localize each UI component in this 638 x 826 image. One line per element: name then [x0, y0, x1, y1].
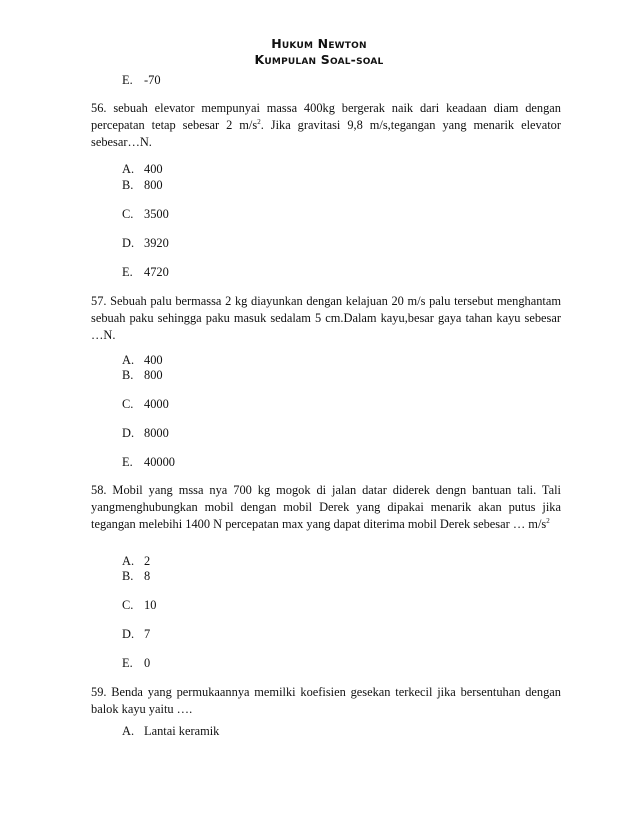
option-letter: A.	[122, 724, 135, 738]
option-letter: B.	[122, 178, 134, 192]
option-item	[122, 206, 169, 223]
option-text: -70	[144, 73, 161, 87]
option-text: 400	[144, 353, 163, 367]
option-text: 800	[144, 178, 163, 192]
document-title: Hukum Newton	[271, 36, 367, 51]
option-text: 0	[144, 656, 151, 670]
question-58	[91, 482, 561, 533]
option-item	[122, 367, 163, 384]
option-letter: E.	[122, 73, 133, 87]
option-item	[122, 568, 150, 585]
option-text: Lantai keramik	[144, 724, 220, 738]
option-letter: E.	[122, 455, 133, 469]
page-header	[0, 36, 638, 68]
option-item	[122, 454, 175, 471]
option-letter: A.	[122, 554, 135, 568]
option-item	[122, 723, 219, 740]
option-letter: E.	[122, 265, 133, 279]
option-item	[122, 396, 169, 413]
option-letter: B.	[122, 569, 134, 583]
option-text: 4720	[144, 265, 169, 279]
option-letter: D.	[122, 627, 135, 641]
option-text: 4000	[144, 397, 169, 411]
option-letter: D.	[122, 426, 135, 440]
question-text: 57. Sebuah palu bermassa 2 kg diayunkan dengan kelajuan 20 m/s palu tersebut menghantam sebuah paku sehingga paku masuk sedalam 5 cm.Dalam kayu,besar gaya tahan kayu sebesar …N.	[91, 294, 561, 342]
question-59	[91, 684, 561, 718]
option-letter: C.	[122, 207, 134, 221]
option-text: 2	[144, 554, 151, 568]
option-letter: C.	[122, 598, 134, 612]
question-text-cont: . Jika gravitasi 9,8 m/s,tegangan yang menarik elevator sebesar…N.	[91, 118, 562, 149]
option-letter: A.	[122, 162, 135, 176]
superscript: 2	[546, 517, 550, 525]
option-item	[122, 72, 161, 89]
document-subtitle: Kumpulan Soal-soal	[254, 52, 384, 67]
option-item	[122, 177, 163, 194]
option-text: 40000	[144, 455, 175, 469]
option-item	[122, 626, 150, 643]
question-text: 56. sebuah elevator mempunyai massa 400kg bergerak naik dari keadaan diam dengan percepatan tetap sebesar 2 m/s	[91, 101, 561, 132]
option-text: 8000	[144, 426, 169, 440]
option-text: 3920	[144, 236, 169, 250]
question-56	[91, 100, 561, 151]
option-item	[122, 425, 169, 442]
question-text: 59. Benda yang permukaannya memilki koefisien gesekan terkecil jika bersentuhan dengan balok kayu yaitu ….	[91, 685, 561, 716]
option-item	[122, 235, 169, 252]
option-text: 7	[144, 627, 151, 641]
option-item	[122, 161, 163, 178]
question-57	[91, 293, 561, 344]
option-text: 800	[144, 368, 163, 382]
question-text: 58. Mobil yang mssa nya 700 kg mogok di jalan datar diderek dengn bantuan tali. Tali yangmenghubungkan mobil dengan mobil Derek yang dipakai menarik akan putus jika tegangan melebihi 1400 N percepatan max yang dapat diterima mobil Derek sebesar … m/s	[91, 483, 561, 531]
option-letter: A.	[122, 353, 135, 367]
option-letter: C.	[122, 397, 134, 411]
option-text: 400	[144, 162, 163, 176]
option-letter: B.	[122, 368, 134, 382]
superscript: 2	[257, 118, 261, 126]
option-text: 3500	[144, 207, 169, 221]
option-text: 10	[144, 598, 157, 612]
option-item	[122, 264, 169, 281]
option-text: 8	[144, 569, 151, 583]
option-item	[122, 655, 150, 672]
option-item	[122, 597, 156, 614]
option-letter: D.	[122, 236, 135, 250]
option-letter: E.	[122, 656, 133, 670]
